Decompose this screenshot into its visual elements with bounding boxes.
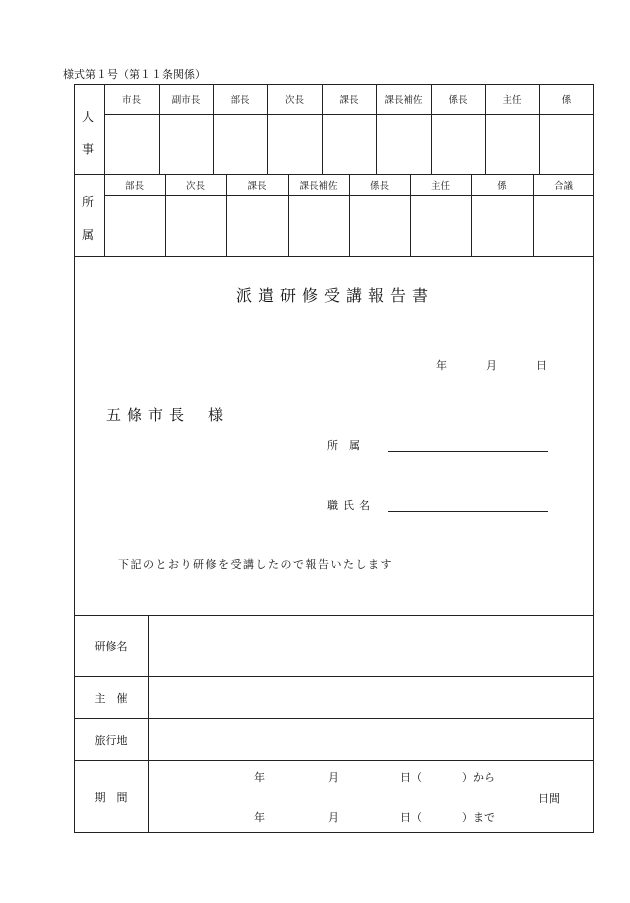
divider bbox=[74, 615, 594, 616]
shozoku-stamp-staff[interactable] bbox=[472, 196, 532, 255]
period-days-field[interactable] bbox=[510, 788, 538, 808]
jinji-header-mayor: 市長 bbox=[121, 95, 141, 106]
jinji-header-deputy-mayor: 副市長 bbox=[171, 95, 201, 106]
divider bbox=[148, 615, 149, 833]
shozoku-header-assistant-chief: 課長補佐 bbox=[299, 181, 338, 192]
jinji-header-director: 部長 bbox=[230, 95, 250, 106]
period-end-day: 日（ bbox=[400, 811, 422, 824]
jinji-stamp-senior-staff[interactable] bbox=[486, 115, 538, 173]
period-days-label: 日間 bbox=[538, 792, 560, 805]
jinji-stamp-director[interactable] bbox=[214, 115, 266, 173]
shozoku-stamp-section-chief[interactable] bbox=[227, 196, 287, 255]
shozoku-stamp-subsection-chief[interactable] bbox=[350, 196, 409, 255]
jinji-header-subsection-chief: 係長 bbox=[448, 95, 468, 106]
divider bbox=[74, 760, 594, 761]
jinji-header-staff: 係 bbox=[561, 95, 572, 106]
period-end-field[interactable] bbox=[220, 806, 510, 826]
shozoku-header-subsection-chief: 係長 bbox=[369, 181, 389, 192]
jinji-stamp-deputy-director[interactable] bbox=[268, 115, 321, 173]
dept-field[interactable] bbox=[388, 434, 548, 452]
form-id: 様式第１号（第１１条関係） bbox=[63, 68, 206, 81]
organizer-field[interactable] bbox=[150, 678, 592, 717]
date-year-label: 年 bbox=[436, 359, 447, 372]
organizer-label: 主 催 bbox=[94, 691, 128, 705]
shozoku-label-2: 属 bbox=[82, 228, 95, 242]
shozoku-header-senior-staff: 主任 bbox=[430, 181, 450, 192]
jinji-label-1: 人 bbox=[82, 110, 95, 124]
jinji-stamp-subsection-chief[interactable] bbox=[432, 115, 484, 173]
period-end-month: 月 bbox=[328, 811, 339, 824]
shozoku-stamp-director[interactable] bbox=[105, 196, 164, 255]
jinji-header-senior-staff: 主任 bbox=[502, 95, 522, 106]
shozoku-stamp-senior-staff[interactable] bbox=[411, 196, 470, 255]
divider bbox=[74, 718, 594, 719]
name-underline bbox=[388, 511, 548, 512]
date-month-label: 月 bbox=[486, 359, 497, 372]
report-title: 派遣研修受講報告書 bbox=[236, 286, 435, 305]
shozoku-header-consultation: 合議 bbox=[553, 181, 573, 192]
jinji-header-assistant-chief: 課長補佐 bbox=[384, 95, 423, 106]
destination-field[interactable] bbox=[150, 720, 592, 759]
jinji-stamp-deputy-mayor[interactable] bbox=[160, 115, 212, 173]
shozoku-header-deputy-director: 次長 bbox=[185, 181, 205, 192]
period-end-suffix: ）まで bbox=[462, 811, 495, 824]
addressee: 五條市長 bbox=[106, 406, 191, 424]
shozoku-header-section-chief: 課長 bbox=[247, 181, 267, 192]
destination-label: 旅行地 bbox=[94, 733, 128, 747]
course-field[interactable] bbox=[150, 617, 592, 675]
dept-label: 所 属 bbox=[327, 439, 360, 452]
dept-underline bbox=[388, 451, 548, 452]
jinji-header-section-chief: 課長 bbox=[339, 95, 359, 106]
body-text: 下記のとおり研修を受講したので報告いたします bbox=[118, 558, 393, 571]
shozoku-header-staff: 係 bbox=[497, 181, 507, 192]
jinji-header-deputy-director: 次長 bbox=[284, 95, 304, 106]
jinji-stamp-section-chief[interactable] bbox=[323, 115, 375, 173]
jinji-stamp-mayor[interactable] bbox=[105, 115, 158, 173]
shozoku-stamp-deputy-director[interactable] bbox=[166, 196, 225, 255]
date-day-label: 日 bbox=[536, 359, 547, 372]
period-start-day: 日（ bbox=[400, 771, 422, 784]
jinji-stamp-staff[interactable] bbox=[540, 115, 593, 173]
period-start-field[interactable] bbox=[220, 766, 510, 786]
period-start-year: 年 bbox=[254, 771, 265, 784]
addressee-honorific: 様 bbox=[208, 406, 224, 424]
name-field[interactable] bbox=[388, 494, 548, 512]
divider bbox=[74, 676, 594, 677]
jinji-stamp-assistant-chief[interactable] bbox=[377, 115, 430, 173]
period-start-suffix: ）から bbox=[462, 771, 495, 784]
jinji-label-2: 事 bbox=[82, 142, 95, 156]
shozoku-stamp-consultation[interactable] bbox=[534, 196, 593, 255]
name-label: 職氏名 bbox=[327, 499, 375, 512]
shozoku-label-1: 所 bbox=[82, 195, 95, 209]
divider bbox=[74, 256, 594, 257]
shozoku-header-director: 部長 bbox=[124, 181, 144, 192]
report-date-field[interactable] bbox=[390, 354, 550, 376]
shozoku-stamp-assistant-chief[interactable] bbox=[289, 196, 348, 255]
period-start-month: 月 bbox=[328, 771, 339, 784]
course-label: 研修名 bbox=[94, 640, 128, 653]
period-end-year: 年 bbox=[254, 811, 265, 824]
period-label: 期 間 bbox=[94, 791, 128, 804]
